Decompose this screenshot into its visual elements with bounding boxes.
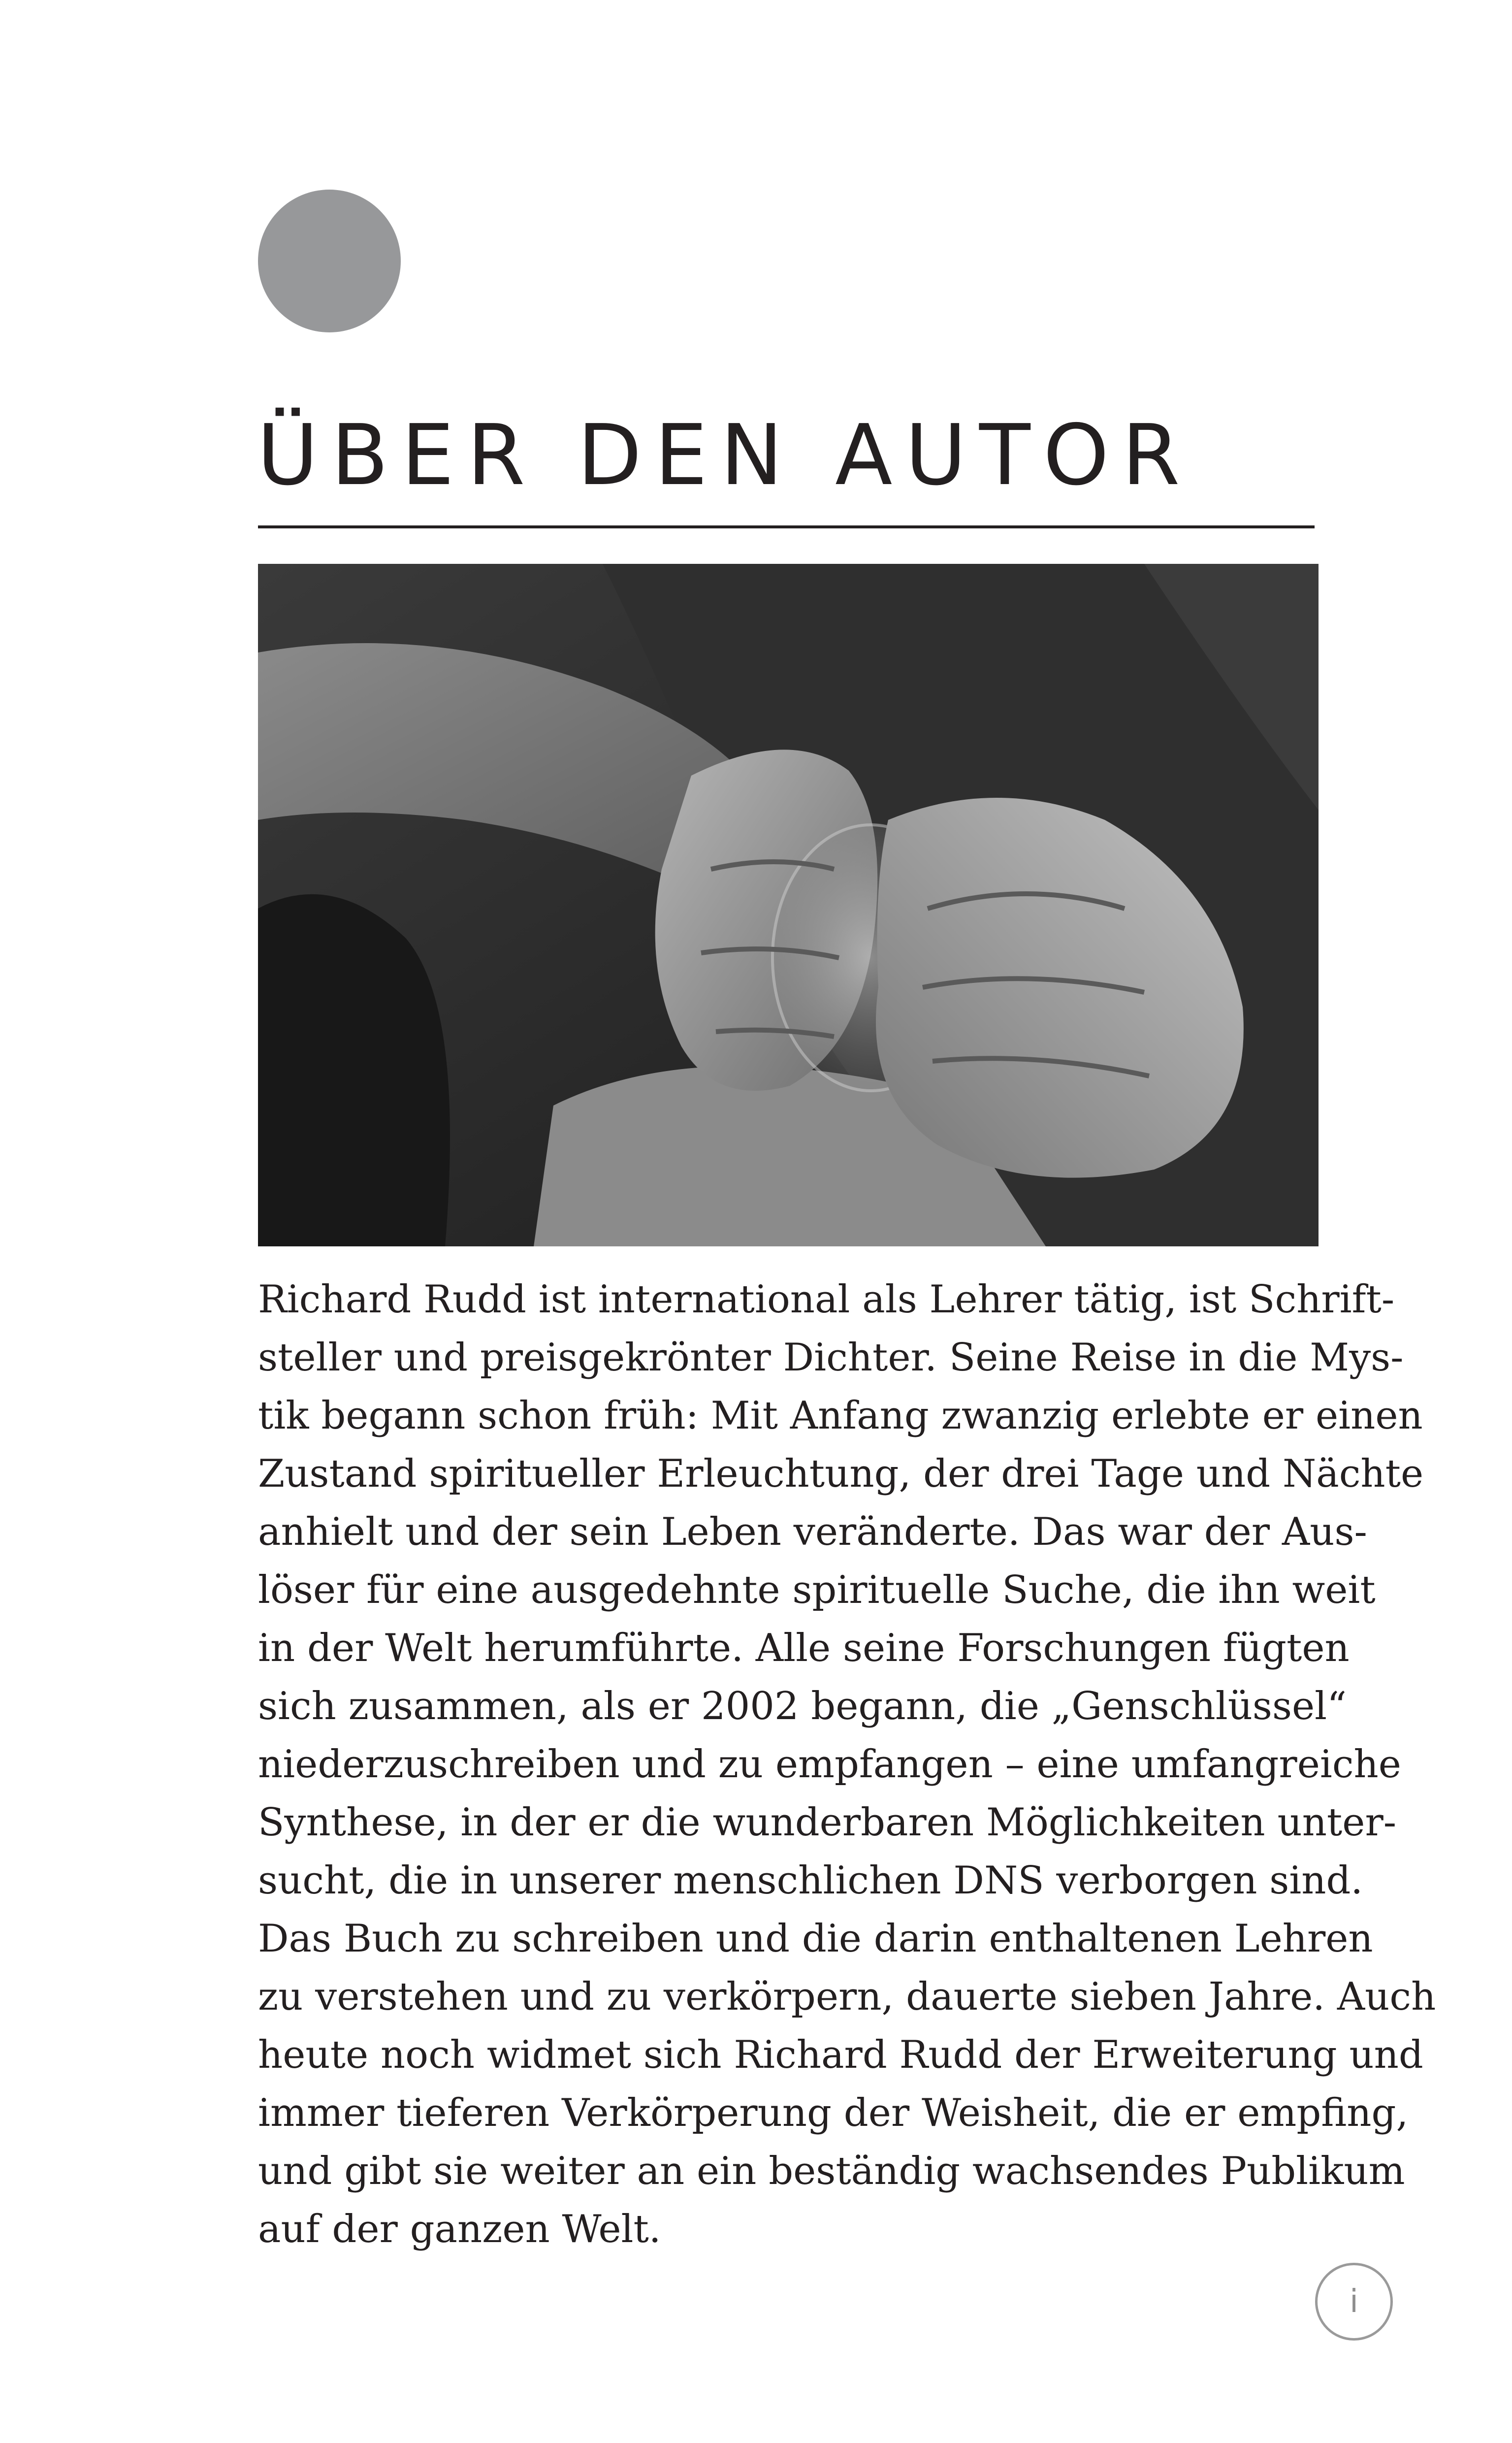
bio-line: anhielt und der sein Leben veränderte. Das war der Aus-: [258, 1510, 1367, 1554]
page-number: i: [1315, 2263, 1393, 2341]
bio-line: Zustand spiritueller Erleuchtung, der drei Tage und Nächte: [258, 1452, 1424, 1496]
chapter-marker-dot: [258, 190, 401, 332]
title-divider: [258, 525, 1315, 528]
bio-line: löser für eine ausgedehnte spirituelle Suche, die ihn weit: [258, 1568, 1376, 1612]
page-title: ÜBER DEN AUTOR: [257, 407, 1193, 504]
bio-line: steller und preisgekrönter Dichter. Seine Reise in die Mys-: [258, 1336, 1404, 1380]
bio-line: sucht, die in unserer menschlichen DNS verborgen sind.: [258, 1858, 1363, 1903]
bio-line: heute noch widmet sich Richard Rudd der Erweiterung und: [258, 2033, 1423, 2077]
bio-line: sich zusammen, als er 2002 begann, die „Genschlüssel“: [258, 1684, 1347, 1728]
bio-line: niederzuschreiben und zu empfangen – eine umfangreiche: [258, 1742, 1401, 1787]
bio-line: Das Buch zu schreiben und die darin enthaltenen Lehren: [258, 1917, 1373, 1961]
bio-line: auf der ganzen Welt.: [258, 2207, 661, 2251]
bio-line: Synthese, in der er die wunderbaren Möglichkeiten unter-: [258, 1800, 1397, 1845]
bio-line: in der Welt herumführte. Alle seine Forschungen fügten: [258, 1626, 1350, 1670]
bio-line: immer tieferen Verkörperung der Weisheit, die er empfing,: [258, 2091, 1409, 2135]
bio-line: zu verstehen und zu verkörpern, dauerte sieben Jahre. Auch: [258, 1975, 1436, 2019]
photo-hands-holding-glass-icon: [258, 564, 1319, 1246]
author-biography: [258, 1270, 1436, 2258]
bio-line: tik begann schon früh: Mit Anfang zwanzig erlebte er einen: [258, 1394, 1423, 1438]
bio-line: und gibt sie weiter an ein beständig wachsendes Publikum: [258, 2149, 1405, 2193]
bio-line: Richard Rudd ist international als Lehrer tätig, ist Schrift-: [258, 1277, 1395, 1322]
author-photo: [258, 564, 1319, 1246]
